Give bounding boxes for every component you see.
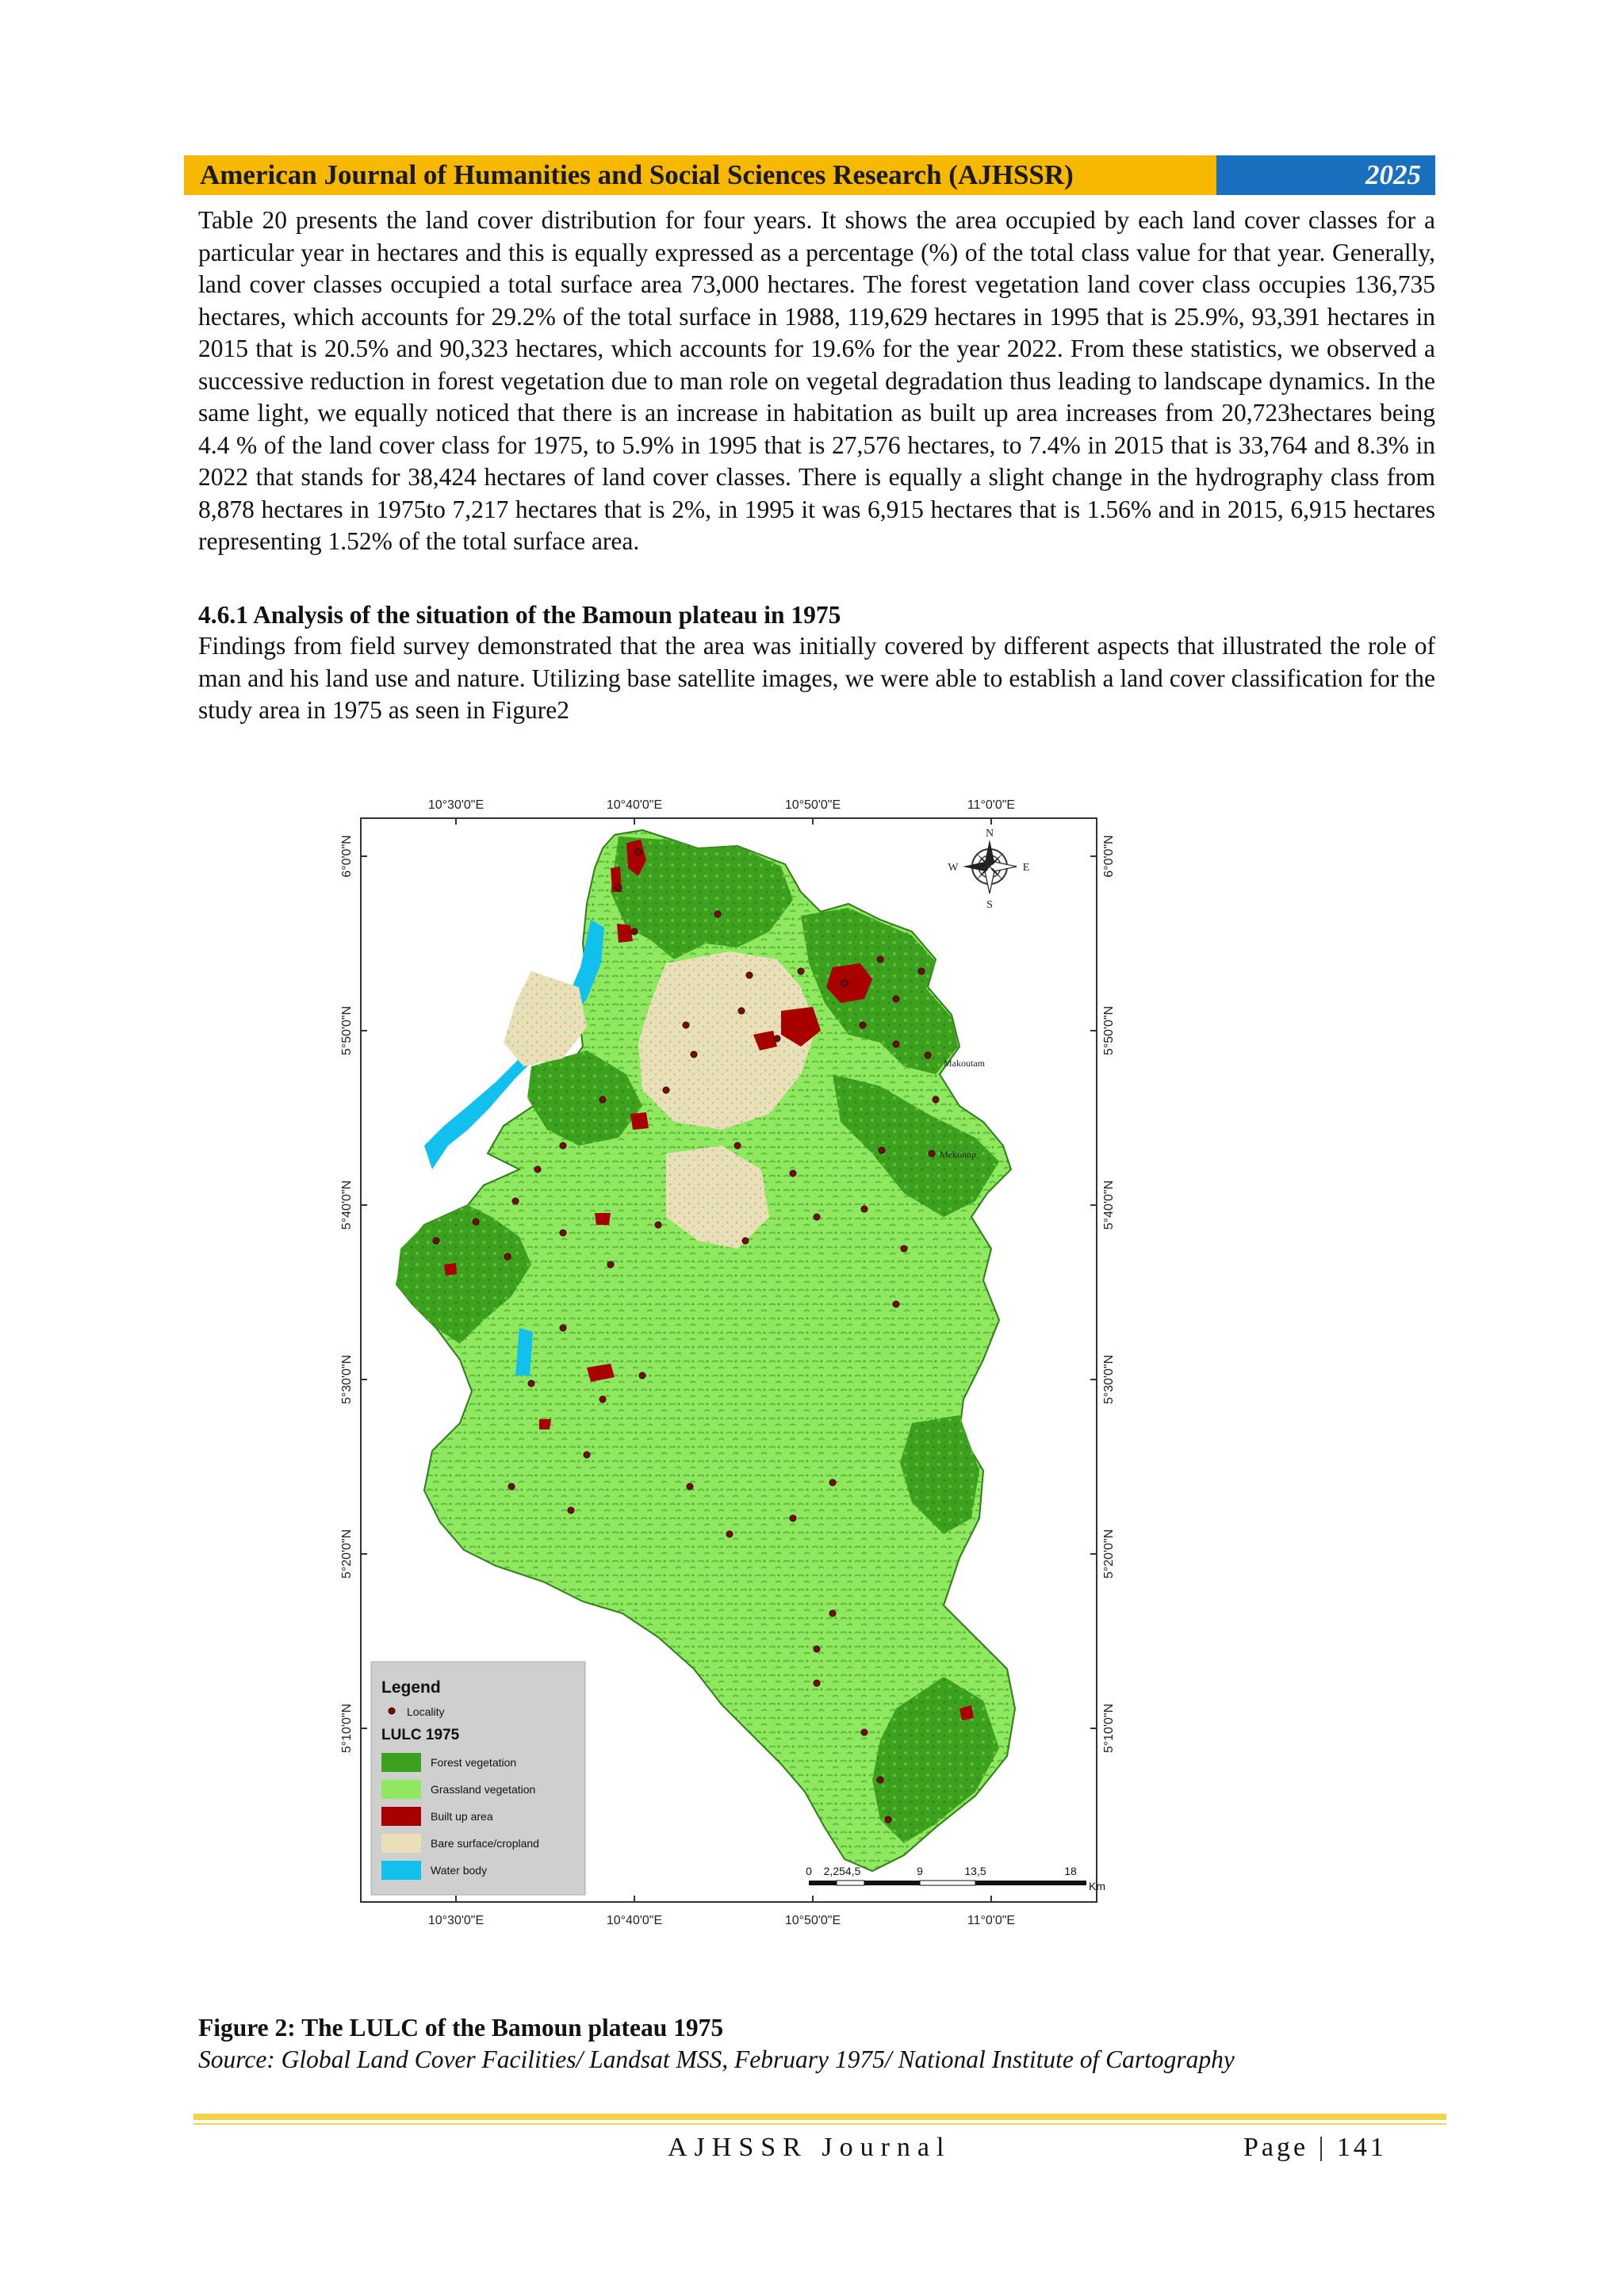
legend-label-0: Forest vegetation: [431, 1756, 517, 1769]
lon-label-bottom-1: 10°30'0"E: [427, 1914, 485, 1927]
compass-north: N: [985, 828, 994, 840]
figure-source: Source: Global Land Cover Facilities/ Landsat MSS, February 1975/ National Institute of Cartography: [198, 2045, 1235, 2073]
lat-label-left-3: 5°40'0"N: [340, 1180, 354, 1230]
lon-label-bottom-4: 11°0'0"E: [967, 1914, 1016, 1927]
journal-year: 2025: [1216, 155, 1435, 195]
scale-unit: Km: [1089, 1880, 1105, 1892]
lat-label-right-2: 5°50'0"N: [1102, 1005, 1116, 1056]
legend-swatch-4: [381, 1861, 421, 1880]
legend-lulc-title: LULC 1975: [381, 1727, 460, 1743]
lat-label-left-2: 5°50'0"N: [340, 1005, 354, 1056]
compass-south: S: [986, 899, 993, 911]
legend-label-3: Bare surface/cropland: [431, 1837, 539, 1850]
section-title: 4.6.1 Analysis of the situation of the Bamoun plateau in 1975: [198, 601, 841, 629]
lat-label-right-6: 5°10'0"N: [1102, 1703, 1116, 1754]
lat-label-right-5: 5°20'0"N: [1102, 1529, 1116, 1579]
compass-west: W: [948, 862, 959, 874]
locality-label-makoutam: Makoutam: [944, 1058, 985, 1069]
legend-locality-symbol: [389, 1708, 395, 1714]
lat-label-left-4: 5°30'0"N: [340, 1354, 354, 1405]
scale-tick-3: 13,5: [964, 1865, 986, 1877]
legend-swatch-0: [381, 1753, 421, 1772]
compass-east: E: [1022, 862, 1030, 874]
lat-label-left-1: 6°0'0"N: [340, 835, 354, 878]
lulc-map: [325, 773, 1142, 1937]
legend-title: Legend: [381, 1678, 441, 1697]
lon-label-top-2: 10°40'0"E: [606, 798, 663, 812]
footer-journal: AJHSSR Journal: [668, 2133, 952, 2162]
scale-tick-4: 18: [1064, 1865, 1077, 1877]
footer-rule: [193, 2114, 1446, 2120]
locality-label-mekonop: Mekonop: [940, 1149, 976, 1160]
legend-label-1: Grassland vegetation: [431, 1783, 536, 1796]
lulc-map-figure: [325, 773, 1142, 1937]
legend-swatch-3: [381, 1834, 421, 1853]
legend-label-2: Built up area: [431, 1810, 493, 1823]
body-paragraph-2: Findings from field survey demonstrated that the area was initially covered by different aspects that illustrated the role of man and his land use and nature. Utilizing base satellite images, we were able to establish a land cover classification for the study area in 1975 as seen in Figure2: [198, 632, 1435, 724]
lat-label-right-4: 5°30'0"N: [1102, 1354, 1116, 1405]
journal-title: American Journal of Humanities and Social Sciences Research (AJHSSR): [184, 155, 1216, 195]
footer-page-number: Page | 141: [1243, 2133, 1387, 2162]
map-legend: [371, 1662, 585, 1895]
lat-label-left-5: 5°20'0"N: [340, 1529, 354, 1579]
lat-label-right-1: 6°0'0"N: [1102, 835, 1116, 878]
legend-locality-label: Locality: [407, 1705, 445, 1718]
legend-swatch-1: [381, 1780, 421, 1799]
lon-label-bottom-3: 10°50'0"E: [784, 1914, 841, 1927]
journal-header: [184, 155, 1435, 195]
lon-label-top-1: 10°30'0"E: [427, 798, 485, 812]
legend-swatch-2: [381, 1807, 421, 1826]
footer-rule-thin: [193, 2123, 1446, 2125]
figure-caption: Figure 2: The LULC of the Bamoun plateau 1975: [198, 2014, 724, 2042]
lon-label-bottom-2: 10°40'0"E: [606, 1914, 663, 1927]
scale-tick-1: 2,254,5: [823, 1865, 861, 1877]
lat-label-left-6: 5°10'0"N: [340, 1703, 354, 1754]
legend-label-4: Water body: [431, 1864, 488, 1877]
scale-tick-0: 0: [806, 1865, 812, 1877]
lon-label-top-3: 10°50'0"E: [784, 798, 841, 812]
scale-tick-2: 9: [917, 1865, 923, 1877]
lon-label-top-4: 11°0'0"E: [967, 798, 1016, 812]
body-paragraph-1: Table 20 presents the land cover distribution for four years. It shows the area occupied by each land cover classes for a particular year in hectares and this is equally expressed as a percentage (%) of the total class value for that year. Generally, land cover classes occupied a total surface area 73,000 hectares. The forest vegetation land cover class occupies 136,735 hectares, which accounts for 29.2% of the total surface in 1988, 119,629 hectares in 1995 that is 25.9%, 93,391 hectares in 2015 that is 20.5% and 90,323 hectares, which accounts for 19.6% for the year 2022. From these statistics, we observed a successive reduction in forest vegetation due to man role on vegetal degradation thus leading to landscape dynamics. In the same light, we equally noticed that there is an increase in habitation as built up area increases from 20,723hectares being 4.4 % of the land cover class for 1975, to 5.9% in 1995 that is 27,576 hectares, to 7.4% in 2015 that is 33,764 and 8.3% in 2022 that stands for 38,424 hectares of land cover classes. There is equally a slight change in the hydrography class from 8,878 hectares in 1975to 7,217 hectares that is 2%, in 1995 it was 6,915 hectares that is 1.56% and in 2015, 6,915 hectares representing 1.52% of the total surface area.: [198, 206, 1435, 555]
lat-label-right-3: 5°40'0"N: [1102, 1180, 1116, 1230]
